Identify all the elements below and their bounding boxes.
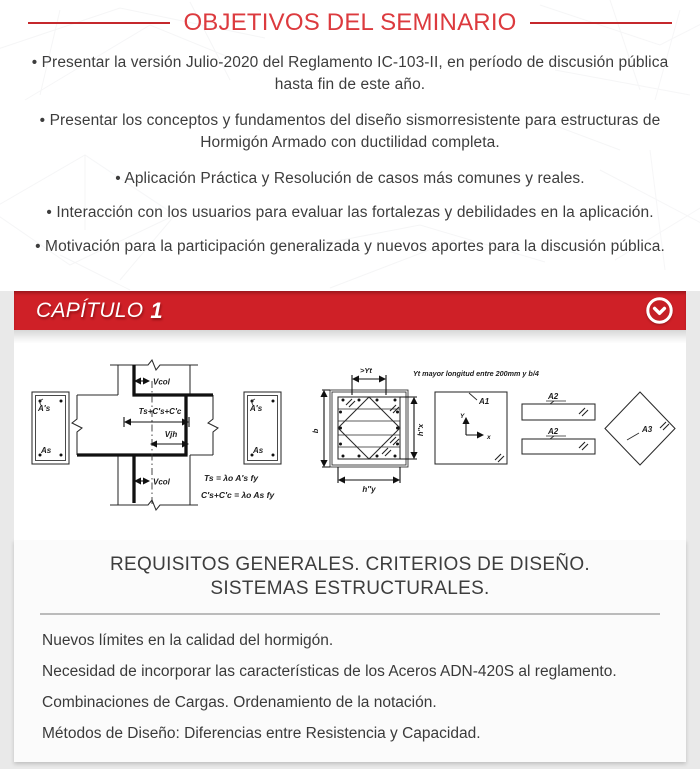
chapter-banner[interactable] (14, 291, 686, 330)
structural-diagrams (14, 343, 686, 540)
title-rule-left (28, 22, 170, 24)
requisitos-heading-line1: REQUISITOS GENERALES. CRITERIOS DE DISEÑO. (110, 554, 590, 575)
requisitos-item: Métodos de Diseño: Diferencias entre Resistencia y Capacidad. (42, 725, 481, 742)
heading-divider (40, 613, 660, 615)
requisitos-heading (14, 553, 686, 601)
column-section-diagram (311, 366, 425, 494)
objectives-list (0, 52, 700, 258)
label-b: b (311, 428, 320, 434)
rebar-dots (339, 399, 399, 458)
area-a1-diagram (435, 392, 507, 464)
label-force-sum: Ts+C′s+C′c (138, 407, 182, 416)
label-as-prime: A′s (250, 404, 263, 413)
label-a1: A1 (479, 397, 490, 406)
chevron-down-circle-icon[interactable] (646, 297, 673, 324)
objectives-section (0, 0, 700, 291)
label-yt: >Yt (360, 366, 372, 375)
requisitos-list (14, 615, 686, 744)
requisitos-heading-line2: SISTEMAS ESTRUCTURALES. (210, 578, 490, 599)
requisitos-item: Combinaciones de Cargas. Ordenamiento de la notación. (42, 694, 437, 711)
objectives-title: OBJETIVOS DEL SEMINARIO (183, 9, 517, 36)
label-as: As (41, 446, 52, 455)
label-eq1: Ts = λo A′s fy (204, 473, 259, 483)
chapter-number: 1 (150, 297, 163, 323)
label-note: Yt mayor longitud entre 200mm y b/4 (413, 369, 539, 378)
joint-diagram (72, 360, 275, 510)
area-a2-diagram (522, 392, 595, 454)
title-rule-right (530, 22, 672, 24)
label-vcol-top: Vcol (153, 377, 170, 387)
label-as: As (253, 446, 264, 455)
requisitos-section (14, 540, 686, 762)
objective-bullet: • Presentar los conceptos y fundamentos del diseño sismorresistente para estructuras de Hormigón Armado con ductilidad completa. (39, 112, 661, 151)
label-axis-y: Y (460, 413, 465, 420)
label-vcol-bottom: Vcol (153, 477, 170, 487)
label-eq2: C′s+C′c = λo As fy (201, 490, 275, 500)
diagram-panel (14, 343, 686, 540)
objective-bullet: • Presentar la versión Julio-2020 del Reglamento IC-103-II, en período de discusión pública hasta fin de este año. (31, 54, 669, 93)
area-a3-diagram (605, 392, 675, 465)
label-a2: A2 (548, 427, 559, 436)
beam-section-right (244, 392, 281, 464)
requisitos-item: Necesidad de incorporar las características de los Aceros ADN-420S al reglamento. (42, 663, 617, 680)
objective-bullet: • Interacción con los usuarios para evaluar las fortalezas y debilidades en la aplicación. (46, 204, 654, 221)
chapter-label: CAPÍTULO (36, 298, 144, 322)
objectives-title-row (0, 0, 700, 37)
objective-bullet: • Motivación para la participación generalizada y nuevos aportes para la discusión pública. (35, 238, 665, 255)
beam-section-left (32, 392, 69, 464)
banner-shadow-strip (14, 330, 686, 343)
label-hy: h″y (362, 485, 376, 494)
label-vjh: Vjh (164, 430, 178, 439)
label-axis-x: x (487, 434, 491, 441)
objective-bullet: • Aplicación Práctica y Resolución de casos más comunes y reales. (115, 170, 585, 187)
label-as-prime: A′s (38, 404, 51, 413)
requisitos-item: Nuevos límites en la calidad del hormigón. (42, 632, 334, 649)
label-a3: A3 (642, 425, 653, 434)
label-a2: A2 (548, 392, 559, 401)
label-hx: h″x (416, 423, 425, 437)
